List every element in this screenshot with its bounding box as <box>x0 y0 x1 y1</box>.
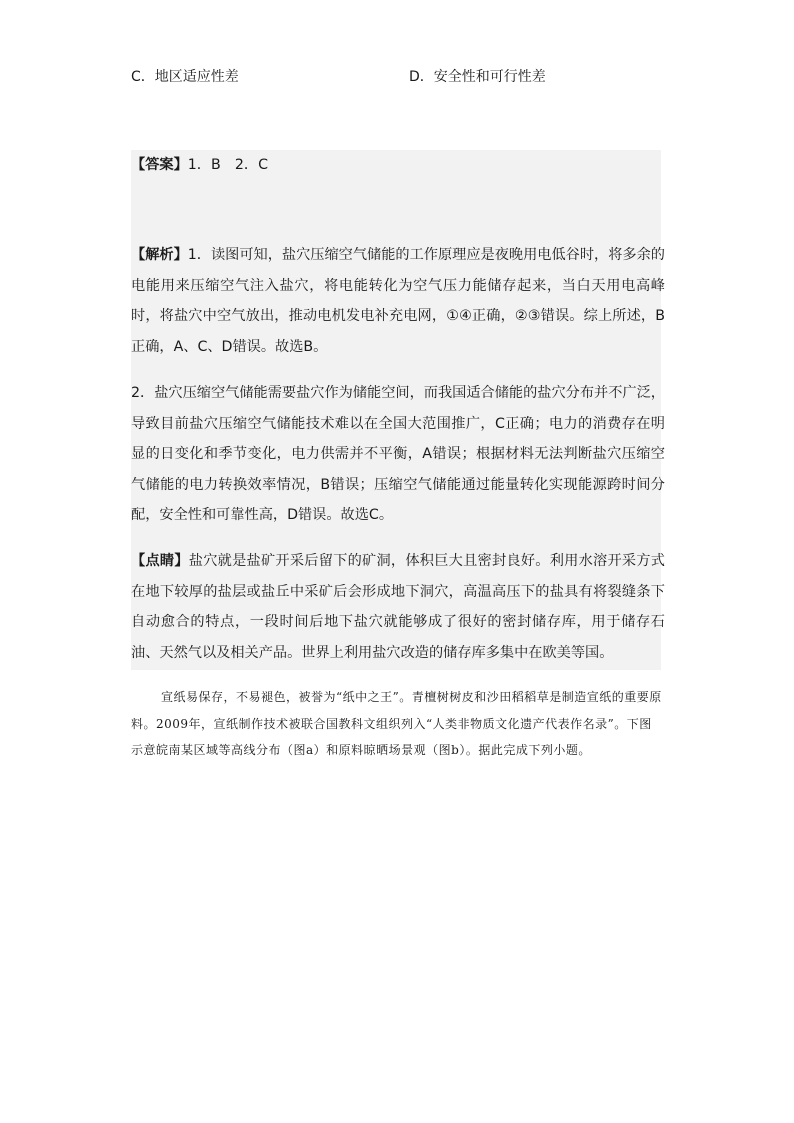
answer-label: 【答案】 <box>131 157 188 173</box>
answer-options-row <box>131 64 691 90</box>
option-d: D．安全性和可行性差 <box>409 69 546 85</box>
comment-text: 盐穴就是盐矿开采后留下的矿洞，体积巨大且密封良好。利用水溶开采方式在地下较厚的盐层或盐丘中采矿后会形成地下洞穴，高温高压下的盐具有将裂缝条下自动愈合的特点，一段时间后地下盐穴就能够成了很好的密封储存库，用于储存石油、天然气以及相关产品。世界上利用盐穴改造的储存库多集中在欧美等国。 <box>131 553 665 661</box>
analysis-paragraph-1 <box>131 240 665 362</box>
analysis-paragraph-2: 2．盐穴压缩空气储能需要盐穴作为储能空间，而我国适合储能的盐穴分布并不广泛，导致目前盐穴压缩空气储能技术难以在全国大范围推广，C正确；电力的消费存在明显的日变化和季节变化，电力供需并不平衡，A错误；根据材料无法判断盐穴压缩空气储能的电力转换效率情况，B错误；压缩空气储能通过能量转化实现能源跨时间分配，安全性和可靠性高，D错误。故选C。 <box>131 385 665 523</box>
analysis-label: 【解析】 <box>131 247 188 263</box>
answer-text: 1．B 2．C <box>187 157 269 173</box>
question-passage: 宣纸易保存，不易褪色，被誉为“纸中之王”。青檀树树皮和沙田稻稻草是制造宣纸的重要原料。2009年，宣纸制作技术被联合国教科文组织列入“人类非物质文化遗产代表作名录”。下图示意皖南某区域等高线分布（图a）和原料晾晒场景观（图b）。据此完成下列小题。 <box>131 690 662 757</box>
comment-paragraph <box>131 546 665 668</box>
analysis-text-1: 1．读图可知，盐穴压缩空气储能的工作原理应是夜晚用电低谷时，将多余的电能用来压缩空气注入盐穴，将电能转化为空气压力能储存起来，当白天用电高峰时，将盐穴中空气放出，推动电机发电补充电网，①④正确，②③错误。综上所述，B正确，A、C、D错误。故选B。 <box>131 247 665 355</box>
option-c: C．地区适应性差 <box>131 69 239 85</box>
answer-line <box>131 150 665 181</box>
comment-label: 【点睛】 <box>131 553 189 569</box>
